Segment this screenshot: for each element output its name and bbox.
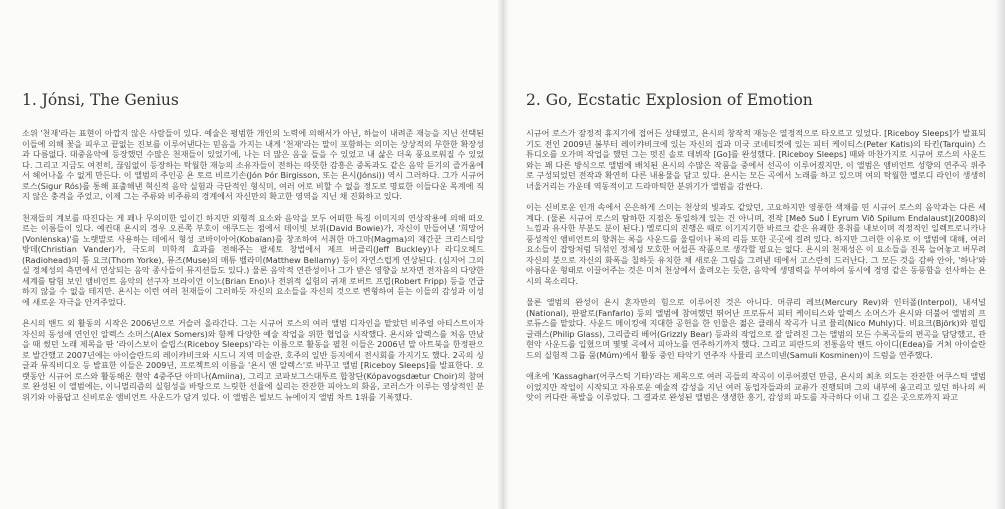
section-heading-go-ecstatic-explosion: 2. Go, Ecstatic Explosion of Emotion xyxy=(526,91,813,109)
paragraph: 애초에 'Kassaghar(어쿠스틱 기타)'라는 제목으로 여러 곡들의 작곡이 이루어졌던 만큼, 욘시의 최초 의도는 잔잔한 어쿠스틱 앨범이었지만 작업이 시작되고 자유로운 예술적 감성을 지닌 여러 동업자들과의 교류가 진행되며 그의 내부에 움고리고 있던 하나의 씨앗이 커다란 폭발을 이루었다. 그 결과로 완성된 앨범은 생생한 흥기, 감성의 파도를 자극하다 이내 그 깊은 곳으로까지 파고 xyxy=(526,371,986,402)
section-heading-jonsi-the-genius: 1. Jónsi, The Genius xyxy=(22,91,179,109)
paragraph: 소위 '천재'라는 표현이 아깝지 않은 사람들이 있다. 예술은 평범한 개인의 노력에 의해서가 아닌, 하늘이 내려준 재능을 지닌 선택된 이들에 의해 꽃을 피우고 끝없는 진보를 이루어낸다는 믿음을 가지는 내게 '천재'라는 말이 포함하는 의미는 상상적의 무한한 확장성과 다름없다. 대중음악에 등장했던 수많은 천재들이 있었기에, 나는 더 많은 음을 들을 수 있었고 내 삶은 더욱 풍요로워질 수 있었다. 그리고 지금도 여전히, 끊임없이 등장하는 탁월한 재능의 소유자들이 전하는 따뜻한 감흥은 중독과도 같은 음악 듣기의 즐거움에서 헤어나올 수 없게 만든다. 이 앨범의 주인공 욘 토르 비르기손(Jón Þór Birgisson, 또는 욘시(Jónsi)) 역시 그러하다. 그가 시규어 로스(Sigur Rós)를 통해 표출해낸 혁신적 음악 실험과 극단적인 형식미, 여러 어로 비할 수 없을 정도로 명료한 이들다운 목계에 직지 않은 충격을 주었고, 이제 그는 주류와 비주류의 경계에서 자신만의 확고한 영역을 지닌 채 진화하고 있다. xyxy=(22,128,484,201)
page-gutter-shadow xyxy=(497,0,509,509)
section-body-go-ecstatic-explosion xyxy=(526,128,986,414)
section-body-jonsi-the-genius xyxy=(22,128,484,413)
paragraph: 시규어 로스가 잠정적 휴지기에 접어든 상태였고, 욘시의 창작적 재능은 열정적으로 타오르고 있었다. [Riceboy Sleeps]가 발표되기도 전인 2009년 봄부터 레이캬비크에 있는 자신의 집과 미국 코네티컷에 있는 피터 케이티스(Peter Katis)의 타킨(Tarquin) 스튜디오를 오가며 작업을 했던 그는 멋진 솔로 데뷔작 [Go]를 완성했다. [Riceboy Sleeps] 때와 마찬가지로 시규어 로스의 사운드와는 꽤 다른 방식으로 앨범에 배치된 욘시의 수많은 작품을 중에서 선곡이 이루어졌지만, 이 앨범은 앰비언트 성향의 연주곡 위주로 구성되었던 전작과 확연히 다른 내용물을 담고 있다. 욘시는 모든 곡에서 노래를 하고 있으며 여의 탁월한 멜로디 라인이 생생히 녀울거리는 가운데 역동적이고 드라마틱한 분위기가 앨범을 감싼다. xyxy=(526,128,986,191)
left-page xyxy=(0,0,502,509)
right-page xyxy=(503,0,1005,509)
paragraph: 이는 신비로운 인개 속에서 은은하게 스미는 천상의 빛과도 같았던, 고요하지만 영롱한 색채를 띤 시규어 로스의 음악과는 다른 세계다. (물론 시규어 로스의 탐하한 지점은 통일하게 있는 건 아니며, 전작 [Með Suð Í Eyrum Við Spilum Endalaust](2008)의 느낌과 유사한 부분도 분이 된다.) 멜로디의 진행은 때로 이기지기한 바르크 같은 유쾌한 흥취를 내보이며 적정적인 일렉트로니카나 풍성적인 앰비언트의 향취는 록을 사운드를 울림이나 록의 리듬 또한 곳곳에 걸려 있다. 하지만 그러한 이유로 이 앨범에 대해, 여러 요소들이 잡탕처럼 뒤섞인 정체성 모호한 어설픈 작품으로 생각할 필요는 없다. 욘시의 천재성은 이 요소들을 진목 늘어놓고 버무려 자신의 붓으로 자신의 화폭을 칠하듯 유치한 채 새로운 그림을 그려낸 데에서 고스란히 드러난다. 그 모든 것을 감싸 안아, '하나'와 아름다운 형태로 이끌어주는 것은 미처 천상에서 울려오는 듯한, 음악에 생명력을 부여하여 동시에 경영 같은 동풍함을 선사하는 욘시의 목소리다. xyxy=(526,202,986,286)
paragraph: 천재들의 계보를 따진다는 게 꽤나 무의미한 일이긴 하지만 외형적 요소와 음악을 모두 어떠한 특징 이미지의 연상작용에 의해 떠오르는 이름들이 있다. 예컨대 욘시의 경우 오른쪽 부호이 애쿠드는 점에서 데이빗 보위(David Bowie)가, 자신이 만들어낸 '희망어(Vonlenska)'를 노랫말로 사용하는 데에서 형성 코바이아어(Kobaïan)를 창조하여 서취한 마그마(Magma)의 재간꾼 크리스티앙 방데(Christian Vander)가, 극도의 미학적 효과를 전해주는 팔세토 창법에서 제프 버클리(Jeff Buckley)나 라디오헤드(Radiohead)의 톰 요크(Thom Yorke), 뮤즈(Muse)의 매튜 벨라미(Matthew Bellamy) 등이 자연스럽게 연상된다. (심지어 그의 실 정체성의 측면에서 연상되는 음악 종사들이 뮤지션들도 있다.) 물론 음악적 연관성이나 그가 받은 영향을 보자면 전자음의 다양한 세계를 탐험 보인 앰비언트 음악의 선구자 브라이언 이노(Brian Eno)나 전위적 실험의 귀재 로버트 프립(Robert Fripp) 등을 언급하지 않을 수 없을 테지만. 욘시는 이런 여러 천재들이 그러하듯 자신의 요소들을 자신의 것으로 변형하여 듣는 이들의 감성과 이성에 새로운 자극을 안겨주었다. xyxy=(22,212,484,307)
paragraph: 욘시의 밴드 외 활동의 시작은 2006년으로 거슬러 올라간다. 그는 시규어 로스의 여러 앨범 디자인을 맡았던 비주얼 아티스트이자 자신의 동성애 연인인 알렉스 소머스(Alex Somers)와 함께 다양한 예술 작업을 위한 협업을 시작했다. 욘시와 알렉스를 처음 만났을 때 썼던 노래 제목을 딴 '라이스보이 슬립스(Riceboy Sleeps)'라는 이름으로 활동을 펼친 이들은 2006년 말 아트북을 한정판으로 발간했고 2007년에는 아이슬란드의 레이캬비크와 시드니 지역 미술관, 호주의 일반 등지에서 전시회를 가지기도 했다. 2곡의 싱글과 뮤직비디오 등 발표한 이들은 2009년, 프로젝트의 이름을 '욘시 앤 알렉스'로 바꾸고 앨범 [Riceboy Sleeps]를 발표한다. 오랫동안 시규어 로스와 활동해온 현악 4중주단 아미나(Amiina), 그리고 코파보그스대투르 합창단(Kópavogsdætur Choir)의 참여로 완성된 이 앨범에는, 이니멀리즘의 실험성을 바탕으로 느릿한 선율에 실리는 잔잔한 피아노의 화음, 코러스가 이루는 영상적인 분위기와 아름답고 신비로운 앰비언트 사운드가 담겨 있다. 이 앨범은 빌보드 뉴에이지 앨범 차트 1위를 기록했다. xyxy=(22,318,484,402)
paragraph: 물론 앨범의 완성이 욘시 혼자만의 힘으로 이루어진 것은 아니다. 머큐리 레브(Mercury Rev)와 인터폴(Interpol), 내셔널(National), 판팔로(Fanfarlo) 등의 앨범에 참여했던 뛰어난 프로듀서 피터 케이티스와 알렉스 소머스가 욘시와 더불어 앨범의 프로듀스를 맡았다. 사운드 메이킹에 지대한 공헌을 한 인물은 젊은 클래식 작곡가 니코 뮬리(Nico Muhly)다. 비요크(Björk)와 필립 글래스(Philip Glass), 그리즐리 베어(Grizzly Bear) 등과의 작업으로 잘 알려진 그는 앨범의 모든 수록곡들의 편곡을 담당했고, 관현악 사운드를 입혔으며 몇몇 곡에서 피아노를 연주하기까지 했다. 그리고 피란드의 전통음악 밴드 아이디(Edea)를 거쳐 아이슬란드의 실험적 그룹 뭄(Múm)에서 활동 중인 타악기 연주자 사뮬리 코스미넨(Samuli Kosminen)이 드럼을 연주했다. xyxy=(526,297,987,360)
page-edge-shadow xyxy=(995,0,1005,509)
